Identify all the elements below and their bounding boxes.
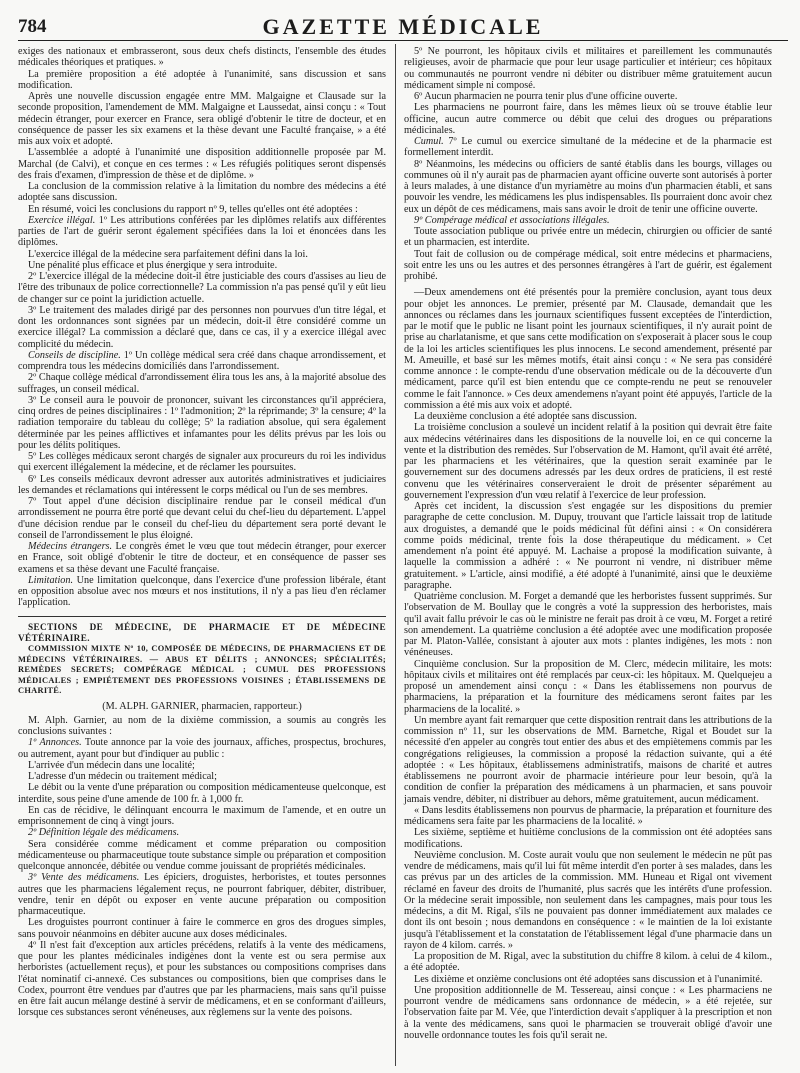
paragraph: Les sixième, septième et huitième conclusions de la commission ont été adoptées sans modifications. [404,827,772,850]
subheading: Cumul. [414,136,444,147]
subheading: 2º Définition légale des médicamens. [28,827,180,839]
paragraph: Conseils de discipline. 1º Un collège médical sera créé dans chaque arrondissement, et comprendra tous les médecins domiciliés dans l'arrondissement. [18,349,386,372]
subheading: 3º Vente des médicamens. [28,872,140,884]
paragraph: —Deux amendemens ont été présentés pour la première conclusion, ayant tous deux pour objet les annonces. Le premier, présenté par M. Clausade, demandait que les annonces ou réclames dans les journaux scientifiques fussent exceptées de l'interdiction, par le motif que le public ne lisant point les journaux scientifiques, il n'y aurait point de prise au charlatanisme, et que sans cette modification on s'exposerait à placer sous le coup de la loi les articles scientifiques les plus innocens. Le second amendement, présenté par M. Ameuille, et basé sur les mêmes motifs, était ainsi conçu : « Ne sera pas considéré comme annonce : le compte-rendu d'une observation médicale ou de la découverte d'un médicament, parce qu'il est bien entendu que ce compte-rendu ne peut se renouveler comme le fait l'annonce. » Ces deux amendemens n'ayant point été appuyés, l'article de la commission a été mis aux voix et adopté. [404,287,772,411]
paragraph: Le débit ou la vente d'une préparation ou composition médicamenteuse quelconque, est interdite, sous peine d'une amende de 100 fr. à 1,000 fr. [18,782,386,805]
right-column [404,46,772,1041]
section-title: SECTIONS DE MÉDECINE, DE PHARMACIE ET DE MÉDECINE VÉTÉRINAIRE. [18,621,386,643]
paragraph: En cas de récidive, le délinquant encourra le maximum de l'amende, et en outre un emprisonnement de cinq à vingt jours. [18,804,386,827]
paragraph: 3º Le traitement des malades dirigé par des personnes non pourvues d'un titre légal, et dont les ordonnances sont signées par un médecin, doit-il être considéré comme un exercice illégal? La commission a déclaré que, dans ce cas, il y a exercice illégal avec complicité du médecin. [18,304,386,350]
column-divider [395,44,396,1066]
paragraph: Neuvième conclusion. M. Coste aurait voulu que non seulement le médecin ne pût pas vendre de médicamens, mais qu'il lui fût même interdit d'en porter à ses malades, dans les cas prévus par un des articles de la commission. MM. Huneau et Rigal ont vivement réclamé en faveur des droits de l'humanité, plus sacrés que les intérêts d'une profession. Or la médecine serait impossible, non seulement dans les campagnes, mais pour tous les médecins, a dit M. Rigal, s'ils ne pouvaient pas donner immédiatement aux malades ce dont ils ont besoin ; nous demandons en conséquence : « le maintien de la loi existante jusqu'à l'établissement et la constatation de l'établissement légal d'une pharmacie dans un rayon de 4 kilom. carrés. » [404,849,772,951]
paragraph: Après cet incident, la discussion s'est engagée sur les dispositions du premier paragraphe de cette conclusion. M. Dupuy, trouvant que l'article laissait trop de latitude aux droguistes, a demandé que le poids médicinal fût défini ainsi : « On considérera comme poids médicinal, trente fois la dose thérapeutique du médicament. » Cet amendement n'a point été appuyé. M. Lachaise a proposé la modification suivante, à laquelle la commission a adhéré : « Ne pourront ni vendre, ni distribuer même gratuitement. » L'article, ainsi modifié, a été adopté à l'unanimité, ainsi que le deuxième paragraphe. [404,501,772,591]
journal-title: GAZETTE MÉDICALE [262,14,544,39]
paragraph: La deuxième conclusion a été adoptée sans discussion. [414,411,637,422]
paragraph: Quatrième conclusion. M. Forget a demandé que les herboristes fussent supprimés. Sur l'observation de M. Boullay que le congrès a voté la suppression des herboristes, mais qu'il avait fallu prévoir le cas où le ministre ne ferait pas droit à ce vœu, M. Forget a retiré son amendement. La quatrième conclusion a été adoptée avec une modification proposée par M. Platon-Vallée, consistant à ajouter aux mots : plantes indigènes, les mots : non vénéneuses. [404,591,772,659]
paragraph: L'exercice illégal de la médecine sera parfaitement défini dans la loi. [28,248,308,260]
page-header [18,10,788,40]
paragraph: En résumé, voici les conclusions du rapport nº 9, telles qu'elles ont été adoptées : [28,203,358,215]
paragraph: La première proposition a été adoptée à l'unanimité, sans discussion et sans modification. [18,68,386,91]
reporter-line: (M. ALPH. GARNIER, pharmacien, rapporteur.) [102,700,302,712]
paragraph: Les pharmaciens ne pourront faire, dans les mêmes lieux où se trouve établie leur officine, aucun autre commerce ou débit que celui des drogues ou préparations médicinales. [404,102,772,136]
paragraph: Une proposition additionnelle de M. Tessereau, ainsi conçue : « Les pharmaciens ne pourront vendre de médicamens sans ordonnance de médecin, » a été rejetée, sur l'observation faite par M. Vée, que l'interdiction devait s'appliquer à la prescription et non à la vente des médicamens, sans quoi le pharmacien se trouverait obligé d'avoir une nouvelle ordonnance toutes les fois qu'il serait ne. [404,984,772,1041]
subheading: 9º Compérage médical et associations illégales. [414,214,610,226]
page-number: 784 [18,16,47,37]
paragraph: La proposition de M. Rigal, avec la substitution du chiffre 8 kilom. à celui de 4 kilom., a été adoptée. [404,951,772,974]
paragraph: Une pénalité plus efficace et plus énergique y sera introduite. [28,259,278,271]
paragraph: La troisième conclusion a soulevé un incident relatif à la position qui devrait être faite aux médecins vétérinaires dans les dispositions de la nouvelle loi, en ce qui concerne la vente et la distribution des remèdes. Sur l'observation de M. Hamont, qu'il avait été arrêté, par les pharmaciens et les vétérinaires, que la question serait examinée par le gouvernement sur des documens adressés par les deux ordres de praticiens, il est resté convenu que les vétérinaires conserveraient le droit de présenter séparément au gouvernement l'expression d'un vœu relatif à l'exercice de leur profession. [404,422,772,501]
paragraph: Cinquième conclusion. Sur la proposition de M. Clerc, médecin militaire, les mots: hôpitaux civils et militaires ont été remplacés par ceux-ci: les hôpitaux. M. Quelquejeu a proposé un amendement ainsi conçu : « Dans les établissemens non pourvus de pharmaciens, la préparation et la fourniture des médicamens seront faites par les pharmaciens de la localité. » [404,658,772,715]
paragraph: exiges des nationaux et embrasseront, sous deux chefs distincts, l'ensemble des études médicales théoriques et pratiques. » [18,46,386,69]
paragraph: Les dixième et onzième conclusions ont été adoptées sans discussion et à l'unanimité. [414,973,763,985]
paragraph: Médecins étrangers. Le congrès émet le vœu que tout médecin étranger, pour exercer en France, soit obligé d'obtenir le titre de docteur, et en conséquence de passer ses examens et sa thèse devant une Faculté française. [18,541,386,575]
paragraph: Toute association publique ou privée entre un médecin, chirurgien ou officier de santé et un pharmacien, est interdite. [404,226,772,249]
subheading: Exercice illégal. [28,214,96,226]
paragraph: Après une nouvelle discussion engagée entre MM. Malgaigne et Clausade sur la seconde proposition, l'amendement de MM. Malgaigne et Laussedat, ainsi conçu : « Tout médecin étranger, pour exercer en France, sera obligé d'obtenir le titre de docteur, et en conséquence de passer les six examens et la thèse devant une Faculté française, » a été mis aux voix et adopté. [18,91,386,147]
paragraph: 4º Il n'est fait d'exception aux articles précédens, relatifs à la vente des médicamens, que pour les plantes médicinales indigènes dont la vente est ou sera permise aux herboristes (actuellement reçus), et pour les substances ou compositions comprises dans l'état nominatif ci-annexé. Ces substances ou compositions, bien que comprises dans le Codex, pourront être vendues par d'autres que par les pharmaciens, mais sans qu'il puisse en être fait aucun mélange destiné à servir de médicamens, et en se conformant d'ailleurs, lorsque ces substances seront vénéneuses, aux règlemens sur la vente des poisons. [18,939,386,1019]
paragraph: L'assemblée a adopté à l'unanimité une disposition additionnelle proposée par M. Marchal (de Calvi), et conçue en ces termes : « Les réfugiés politiques seront dispensés des frais d'examen, d'impression de thèse et de diplôme. » [18,147,386,181]
paragraph: 5º Ne pourront, les hôpitaux civils et militaires et pareillement les communautés religieuses, avoir de pharmacie que pour leur usage particulier et intérieur; ces hôpitaux ou communautés ne pourront vendre ni débiter ou distribuer même gratuitement aucun médicament simple ni composé. [404,46,772,91]
paragraph: 7º Tout appel d'une décision disciplinaire rendue par le conseil médical d'un arrondissement ne pourra être porté que devant celui du chef-lieu du département. L'appel d'une décision rendue par le conseil du chef-lieu du département sera porté devant le conseil de l'arrondissement le plus éloigné. [18,496,386,541]
subheading: Médecins étrangers. [28,541,113,552]
paragraph: « Dans lesdits établissemens non pourvus de pharmacie, la préparation et fourniture des médicamens sera faite par les pharmaciens de la localité. » [404,804,772,827]
paragraph [18,827,386,838]
paragraph: L'arrivée d'un médecin dans une localité; [28,759,195,771]
paragraph: Exercice illégal. 1º Les attributions conférées par les diplômes relatifs aux différentes parties de l'art de guérir seront également spécifiées dans la loi et énoncées dans les diplômes. [18,214,387,249]
paragraph: 2º L'exercice illégal de la médecine doit-il être justiciable des cours d'assises au lieu de l'être des tribunaux de police correctionnelle? La commission n'a pas pensé qu'il y eût lieu de changer sur ce point la juridiction actuelle. [18,271,386,305]
paragraph: La conclusion de la commission relative à la limitation du nombre des médecins a été adoptée sans discussion. [18,181,386,204]
paragraph: L'adresse d'un médecin ou traitement médical; [28,771,217,782]
paragraph: 3º Le conseil aura le pouvoir de prononcer, suivant les circonstances qu'il appréciera, cinq ordres de peines disciplinaires : 1º l'admonition; 2º la réprimande; 3º la censure; 4º la radiation temporaire du tableau du collège; 5º la radiation absolue, qui sera également déterminée par les peines afflictives et infamantes pour les délits prévus par les lois ou pour les délits politiques. [18,394,386,451]
paragraph: Un membre ayant fait remarquer que cette disposition rentrait dans les attributions de la commission nº 11, sur les observations de MM. Barnetche, Rigal et Boudet sur la nécessité d'en appeler au congrès tout entier des abus et des empiètemens commis par les congrégations religieuses, la commission a proposé la rédaction suivante, qui a été adoptée : « Les hôpitaux, établissemens administratifs, maisons de charité et autres établissemens ne pourront avoir de pharmacie intérieure pour leur besoin, qu'à la condition de confier la préparation des médicamens à un pharmacien, et sans pouvoir jamais vendre, débiter, ni distribuer au dehors, même gratuitement, aucun médicament. [404,714,772,805]
paragraph: 6º Les conseils médicaux devront adresser aux autorités administratives et judiciaires les demandes et réclamations qui intéressent le corps médical ou l'un de ses membres. [18,473,386,496]
paragraph: Les droguistes pourront continuer à faire le commerce en gros des drogues simples, sans pouvoir néanmoins en débiter aucune aux doses médicinales. [18,917,386,940]
paragraph: 6º Aucun pharmacien ne pourra tenir plus d'une officine ouverte. [414,91,678,102]
paragraph: 2º Chaque collège médical d'arrondissement élira tous les ans, à la majorité absolue des suffrages, un conseil médical. [18,372,386,395]
paragraph [404,215,772,226]
commission-title: COMMISSION MIXTE Nº 10, COMPOSÉE DE MÉDECINS, DE PHARMACIENS ET DE MÉDECINS VÉTÉRINAIRES. — ABUS ET DÉLITS ; ANNONCES; SPÉCIALITÉS; REMÈDES SECRETS; COMPÉRAGE MÉDICAL ; CUMUL DES PROFESSIONS MÉDICALES ; EMPIÉTEMENT DES PROFESSIONS VOISINES ; ÉTABLISSEMENS DE CHARITÉ. [18,644,386,695]
paragraph: 5º Les collèges médicaux seront chargés de signaler aux procureurs du roi les individus qui exercent illégalement la médecine, et de réclamer les poursuites. [18,451,386,474]
subheading: Limitation. [28,574,74,586]
section-rule [18,616,386,617]
paragraph: Cumul. 7º Le cumul ou exercice simultané de la médecine et de la pharmacie est formellement interdit. [404,136,772,159]
paragraph: Tout fait de collusion ou de compérage médical, soit entre médecins et pharmaciens, soit entre les uns ou les autres et des personnes étrangères à l'art de guérir, est également prohibé. [404,248,772,282]
subheading: Conseils de discipline. [28,349,121,361]
paragraph: 8º Néanmoins, les médecins ou officiers de santé établis dans les bourgs, villages ou communes où il n'y aurait pas de pharmacien ayant officine ouverte sont autorisés à porter à leurs malades, à une distance d'un myriamètre au moins d'un pharmacien établi, et sans pouvoir les vendre, les médicamens les plus indispensables. Ils pourraient donc avoir chez eux un dépôt de ces médicamens, mais sans avoir le droit de tenir une officine ouverte. [404,158,772,215]
paragraph: 3º Vente des médicamens. Les épiciers, droguistes, herboristes, et toutes personnes autres que les pharmaciens légalement reçus, ne pourront fabriquer, débiter, distribuer, vendre, tenir en dépôt ou exposer en vente aucune préparation ou composition pharmaceutique. [18,872,386,917]
left-column [18,46,386,1019]
paragraph: Sera considérée comme médicament et comme préparation ou composition médicamenteuse ou pharmaceutique toute substance simple ou préparation et composition quelconque annoncée, débitée ou vendue comme jouissant de propriétés médicinales. [18,838,386,872]
header-rule [18,40,788,41]
paragraph: 1º Annonces. Toute annonce par la voie des journaux, affiches, prospectus, brochures, ou autrement, ayant pour but d'indiquer au public : [18,737,386,760]
subheading: 1º Annonces. [28,737,82,749]
paragraph: Limitation. Une limitation quelconque, dans l'exercice d'une profession libérale, étant en opposition absolue avec nos mœurs et nos institutions, il n'y a pas lieu d'en réclamer l'application. [18,574,386,609]
paragraph: M. Alph. Garnier, au nom de la dixième commission, a soumis au congrès les conclusions suivantes : [18,714,386,737]
